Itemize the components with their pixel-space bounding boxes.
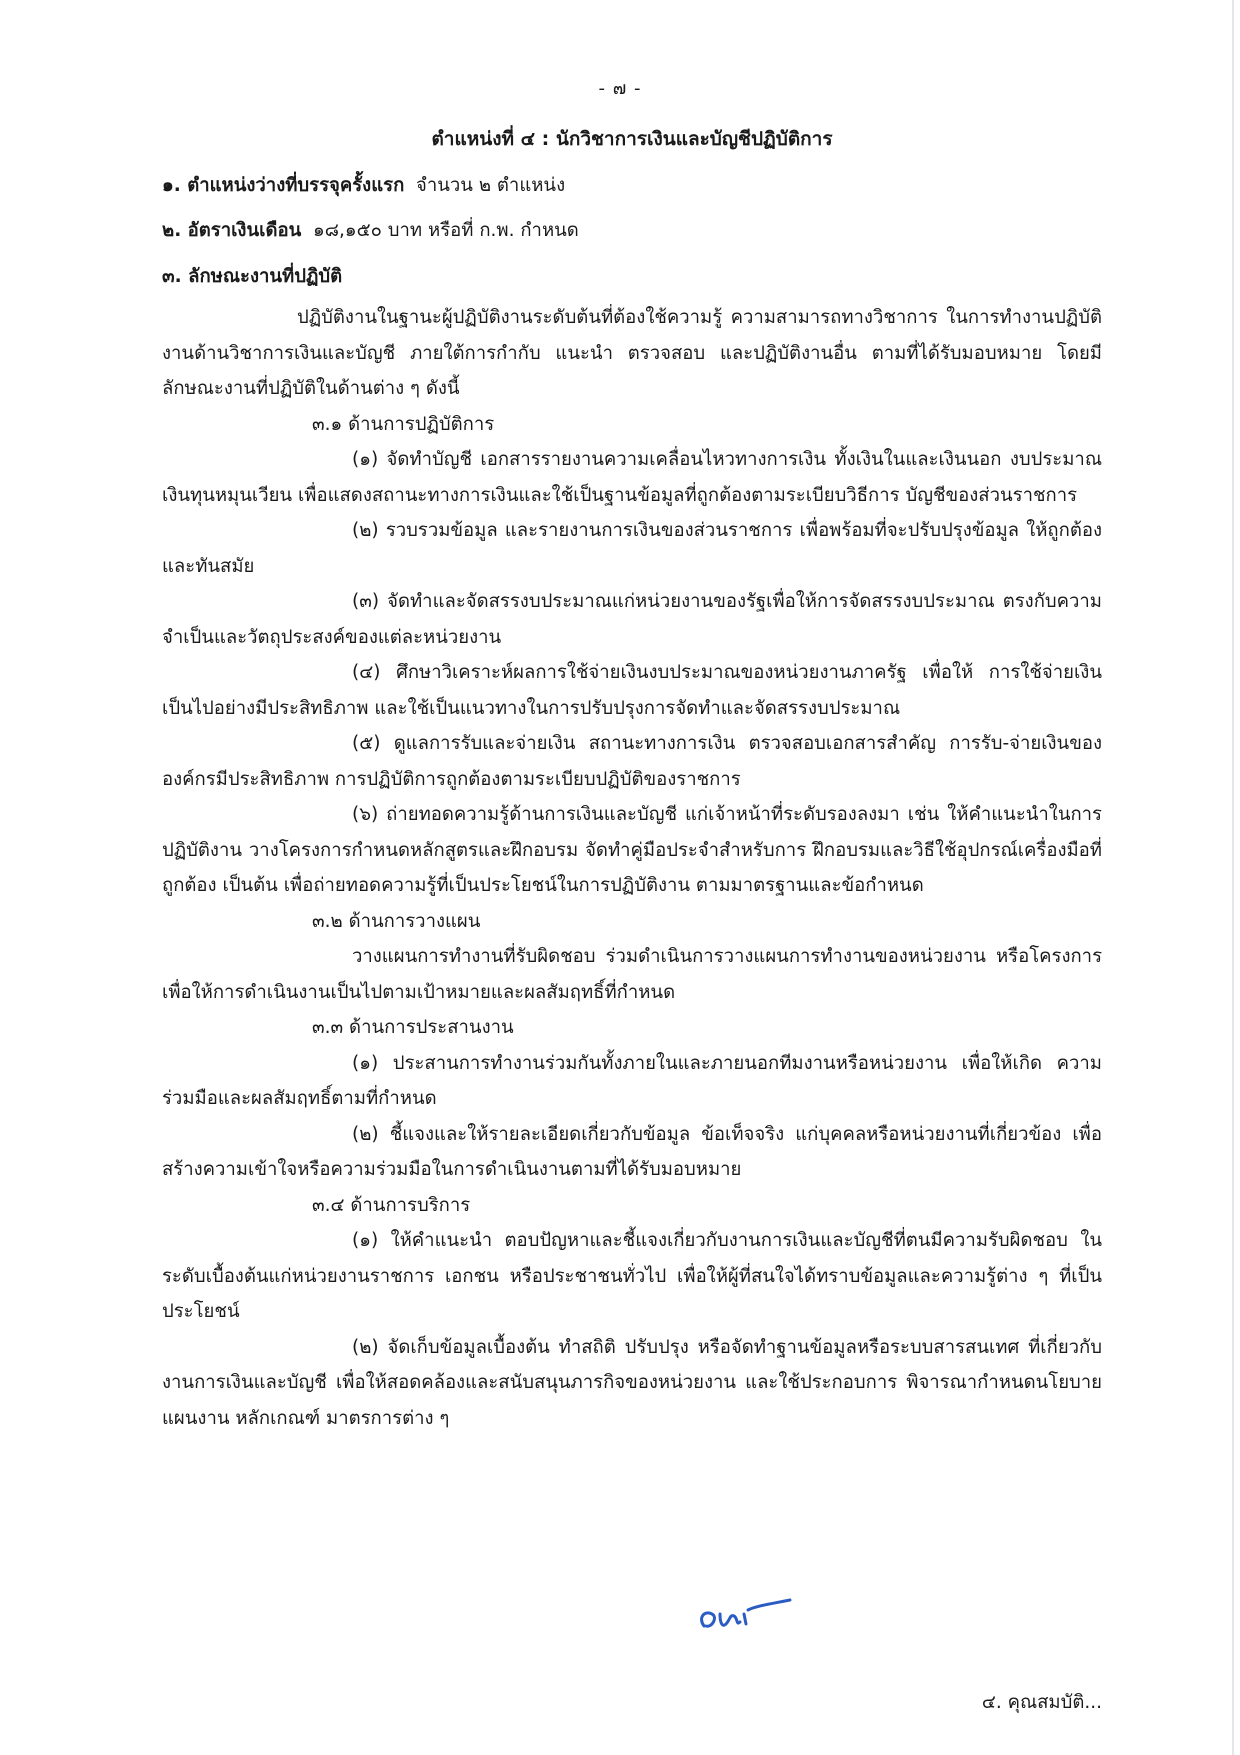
section-paragraph: (๑) จัดทำบัญชี เอกสารรายงานความเคลื่อนไหวทางการเงิน ทั้งเงินในและเงินนอก งบประมาณ เงินทุนหมุนเวียน เพื่อแสดงสถานะทางการเงินและใช้เป็นฐานข้อมูลที่ถูกต้องตามระเบียบวิธีการ บัญชีของส่วนราชการ [162,449,1102,506]
scan-edge [1232,0,1234,1755]
document-body [162,122,1102,1436]
section-operations [162,407,1102,904]
section-paragraph: (๑) ให้คำแนะนำ ตอบปัญหาและชี้แจงเกี่ยวกับงานการเงินและบัญชีที่ตนมีความรับผิดชอบ ในระดับเบื้องต้นแก่หน่วยงานราชการ เอกชน หรือประชาชนทั่วไป เพื่อให้ผู้ที่สนใจได้ทราบข้อมูลและความรู้ต่าง ๆ ที่เป็นประโยชน์ [162,1230,1102,1322]
section-paragraph: (๔) ศึกษาวิเคราะห์ผลการใช้จ่ายเงินงบประมาณของหน่วยงานภาครัฐ เพื่อให้ การใช้จ่ายเงินเป็นไปอย่างมีประสิทธิภาพ และใช้เป็นแนวทางในการปรับปรุงการจัดทำและจัดสรรงบประมาณ [162,662,1102,719]
section-paragraph: (๒) ชี้แจงและให้รายละเอียดเกี่ยวกับข้อมูล ข้อเท็จจริง แก่บุคคลหรือหน่วยงานที่เกี่ยวข้อง เพื่อสร้างความเข้าใจหรือความร่วมมือในการดำเนินงานตามที่ได้รับมอบหมาย [162,1123,1102,1180]
section-paragraph: (๒) จัดเก็บข้อมูลเบื้องต้น ทำสถิติ ปรับปรุง หรือจัดทำฐานข้อมูลหรือระบบสารสนเทศ ที่เกี่ยวกับงานการเงินและบัญชี เพื่อให้สอดคล้องและสนับสนุนภารกิจของหน่วยงาน และใช้ประกอบการ พิจารณากำหนดนโยบาย แผนงาน หลักเกณฑ์ มาตรการต่าง ๆ [162,1336,1102,1429]
section-paragraph: (๖) ถ่ายทอดความรู้ด้านการเงินและบัญชี แก่เจ้าหน้าที่ระดับรองลงมา เช่น ให้คำแนะนำในการปฏิบัติงาน วางโครงการกำหนดหลักสูตรและฝึกอบรม จัดทำคู่มือประจำสำหรับการ ฝึกอบรมและวิธีใช้อุปกรณ์เครื่องมือที่ถูกต้อง เป็นต้น เพื่อถ่ายทอดความรู้ที่เป็นประโยชน์ในการปฏิบัติงาน ตามมาตรฐานและข้อกำหนด [162,804,1102,896]
section-heading: ๓.๔ ด้านการบริการ [312,1194,471,1216]
section-paragraph: (๓) จัดทำและจัดสรรงบประมาณแก่หน่วยงานของรัฐเพื่อให้การจัดสรรงบประมาณ ตรงกับความจำเป็นและวัตถุประสงค์ของแต่ละหน่วยงาน [162,591,1102,648]
continuation-note: ๔. คุณสมบัติ... [981,1692,1102,1713]
section-heading: ๓.๓ ด้านการประสานงาน [312,1017,514,1038]
salary-value: ๑๘,๑๕๐ บาท หรือที่ ก.พ. กำหนด [312,220,579,241]
section-paragraph: (๑) ประสานการทำงานร่วมกันทั้งภายในและภายนอกทีมงานหรือหน่วยงาน เพื่อให้เกิด ความร่วมมือและผลสัมฤทธิ์ตามที่กำหนด [162,1052,1102,1109]
section-heading: ๓.๑ ด้านการปฏิบัติการ [312,413,495,435]
section-paragraph: วางแผนการทำงานที่รับผิดชอบ ร่วมดำเนินการวางแผนการทำงานของหน่วยงาน หรือโครงการ เพื่อให้การดำเนินงานเป็นไปตามเป้าหมายและผลสัมฤทธิ์ที่กำหนด [162,946,1102,1003]
duties-item [162,259,1102,295]
vacancy-label: ๑. ตำแหน่งว่างที่บรรจุครั้งแรก [162,174,405,196]
duties-label: ๓. ลักษณะงานที่ปฏิบัติ [162,265,343,287]
vacancy-value: จำนวน ๒ ตำแหน่ง [416,174,566,196]
section-paragraph: (๕) ดูแลการรับและจ่ายเงิน สถานะทางการเงิน ตรวจสอบเอกสารสำคัญ การรับ-จ่ายเงินขององค์กรมีประสิทธิภาพ การปฏิบัติการถูกต้องตามระเบียบปฏิบัติของราชการ [162,733,1102,790]
vacancy-item [162,168,1102,204]
section-service [162,1188,1102,1437]
salary-label: ๒. อัตราเงินเดือน [162,220,302,241]
position-title: ตำแหน่งที่ ๔ : นักวิชาการเงินและบัญชีปฏิบัติการ [431,128,833,150]
page-number: - ๗ - [598,78,642,99]
section-planning [162,904,1102,1011]
salary-item [162,213,1102,249]
section-coordination [162,1010,1102,1188]
signature-initials [690,1592,800,1642]
section-paragraph: (๒) รวบรวมข้อมูล และรายงานการเงินของส่วนราชการ เพื่อพร้อมที่จะปรับปรุงข้อมูล ให้ถูกต้องและทันสมัย [162,520,1102,577]
duties-intro: ปฏิบัติงานในฐานะผู้ปฏิบัติงานระดับต้นที่ต้องใช้ความรู้ ความสามารถทางวิชาการ ในการทำงานปฏิบัติงานด้านวิชาการเงินและบัญชี ภายใต้การกำกับ แนะนำ ตรวจสอบ และปฏิบัติงานอื่น ตามที่ได้รับมอบหมาย โดยมีลักษณะงานที่ปฏิบัติในด้านต่าง ๆ ดังนี้ [162,307,1102,399]
section-heading: ๓.๒ ด้านการวางแผน [312,910,481,932]
